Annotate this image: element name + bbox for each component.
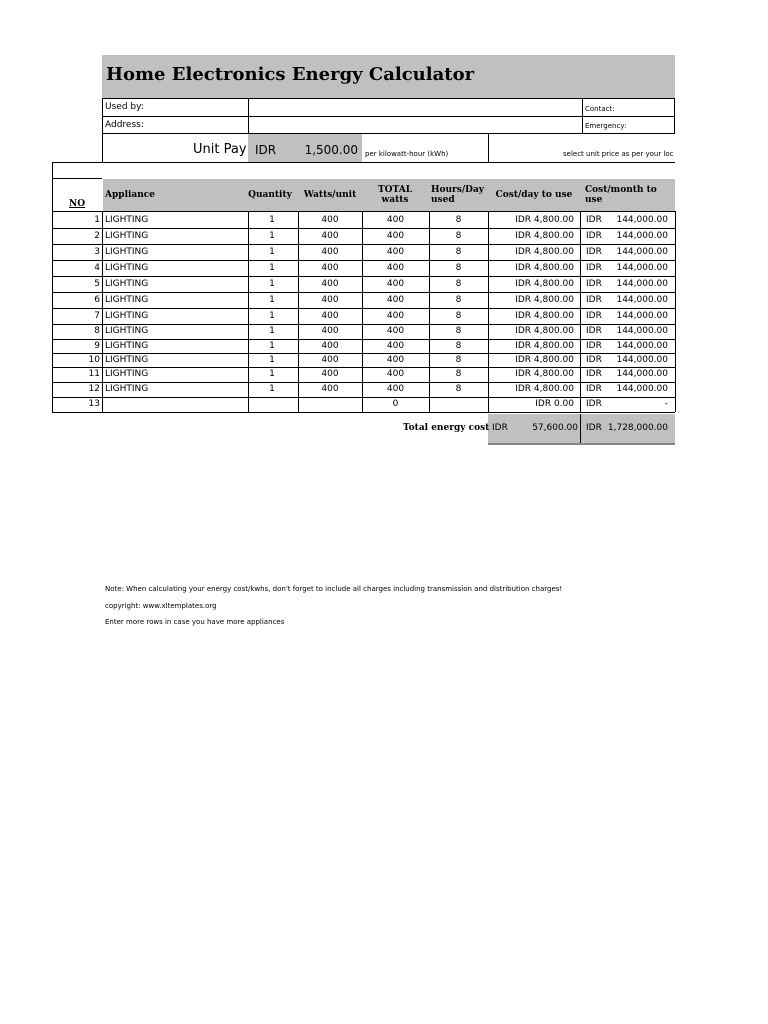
cost-day-cell: IDR 4,800.00: [515, 311, 574, 321]
watts-unit-cell[interactable]: 400: [321, 326, 339, 336]
cost-month-currency: IDR: [586, 341, 602, 351]
contact-label: Contact:: [585, 105, 615, 113]
total-watts-cell: 400: [386, 369, 405, 379]
watts-unit-cell[interactable]: 400: [321, 215, 339, 225]
header-quantity: Quantity: [248, 190, 292, 200]
appliance-cell[interactable]: LIGHTING: [105, 231, 149, 241]
hours-day-cell[interactable]: 8: [455, 384, 462, 394]
cost-day-cell: IDR 4,800.00: [515, 384, 574, 394]
header-total-watts: TOTAL watts: [377, 185, 413, 205]
cost-month-cell: 144,000.00: [616, 355, 668, 365]
cost-month-cell: 144,000.00: [616, 326, 668, 336]
quantity-cell[interactable]: 1: [269, 384, 275, 394]
note-more-rows: Enter more rows in case you have more appliances: [105, 618, 285, 626]
cost-day-cell: IDR 4,800.00: [515, 341, 574, 351]
row-number: 3: [94, 247, 100, 257]
header-watts-unit: Watts/unit: [303, 190, 357, 200]
address-input[interactable]: [249, 117, 581, 132]
emergency-label: Emergency:: [585, 122, 627, 130]
watts-unit-cell[interactable]: 400: [321, 311, 339, 321]
quantity-cell[interactable]: 1: [269, 279, 275, 289]
quantity-cell[interactable]: 1: [269, 326, 275, 336]
cost-day-cell: IDR 4,800.00: [515, 247, 574, 257]
hours-day-cell[interactable]: 8: [455, 279, 462, 289]
total-watts-cell: 400: [386, 215, 405, 225]
used-by-input[interactable]: [249, 99, 581, 115]
appliance-cell[interactable]: LIGHTING: [105, 247, 149, 257]
unit-pay-bottom-border: [102, 162, 675, 163]
row-number: 1: [94, 215, 100, 225]
watts-unit-cell[interactable]: 400: [321, 341, 339, 351]
total-watts-cell: 400: [386, 279, 405, 289]
cost-day-cell: IDR 4,800.00: [515, 295, 574, 305]
appliance-cell[interactable]: LIGHTING: [105, 215, 149, 225]
quantity-cell[interactable]: 1: [269, 311, 275, 321]
unit-pay-hint: select unit price as per your loc: [563, 150, 674, 158]
total-month-currency: IDR: [586, 423, 602, 433]
watts-unit-cell[interactable]: 400: [321, 263, 339, 273]
hours-day-cell[interactable]: 8: [455, 311, 462, 321]
hours-day-cell[interactable]: 8: [455, 355, 462, 365]
appliance-cell[interactable]: LIGHTING: [105, 295, 149, 305]
hours-day-cell[interactable]: 8: [455, 263, 462, 273]
cost-day-cell: IDR 4,800.00: [515, 231, 574, 241]
row-number: 13: [88, 399, 100, 409]
header-hours-day: Hours/Day used: [431, 185, 485, 205]
info-left-border: [102, 98, 103, 162]
contact-input[interactable]: [583, 99, 673, 115]
total-month-value: 1,728,000.00: [607, 423, 668, 433]
row-number: 8: [94, 326, 100, 336]
cost-month-currency: IDR: [586, 399, 602, 409]
watts-unit-cell[interactable]: 400: [321, 355, 339, 365]
row-number: 10: [88, 355, 100, 365]
hours-day-cell[interactable]: 8: [455, 326, 462, 336]
quantity-cell[interactable]: 1: [269, 355, 275, 365]
total-watts-cell: 400: [386, 231, 405, 241]
cost-month-currency: IDR: [586, 355, 602, 365]
cost-day-cell: IDR 4,800.00: [515, 369, 574, 379]
unit-pay-value[interactable]: 1,500.00: [304, 143, 358, 157]
no-box-divider: [52, 178, 102, 179]
unit-pay-divider: [488, 134, 489, 162]
no-col-left-border: [52, 162, 53, 413]
header-cost-day: Cost/day to use: [495, 190, 573, 200]
hours-day-cell[interactable]: 8: [455, 369, 462, 379]
cost-day-cell: IDR 4,800.00: [515, 263, 574, 273]
emergency-input[interactable]: [583, 117, 673, 132]
info-bottom-border: [102, 133, 675, 134]
hours-day-cell[interactable]: 8: [455, 247, 462, 257]
header-bottom-border: [52, 211, 675, 212]
cost-month-currency: IDR: [586, 247, 602, 257]
appliance-cell[interactable]: LIGHTING: [105, 263, 149, 273]
hours-day-cell[interactable]: 8: [455, 215, 462, 225]
totals-divider: [580, 414, 581, 443]
quantity-cell[interactable]: 1: [269, 263, 275, 273]
cost-month-cell: 144,000.00: [616, 369, 668, 379]
quantity-cell[interactable]: 1: [269, 295, 275, 305]
row-number: 6: [94, 295, 100, 305]
cost-month-currency: IDR: [586, 263, 602, 273]
unit-pay-note: per kilowatt-hour (kWh): [365, 150, 449, 158]
total-watts-cell: 400: [386, 311, 405, 321]
total-energy-label: Total energy cost: [403, 423, 490, 433]
appliance-cell[interactable]: LIGHTING: [105, 311, 149, 321]
watts-unit-cell[interactable]: 400: [321, 231, 339, 241]
cost-day-cell: IDR 4,800.00: [515, 279, 574, 289]
appliance-cell[interactable]: LIGHTING: [105, 279, 149, 289]
row-number: 2: [94, 231, 100, 241]
header-appliance: Appliance: [105, 190, 155, 200]
cost-month-cell: 144,000.00: [616, 231, 668, 241]
cost-month-cell: 144,000.00: [616, 263, 668, 273]
row-number: 11: [88, 369, 100, 379]
note-copyright: copyright: www.xltemplates.org: [105, 602, 217, 610]
page-title: Home Electronics Energy Calculator: [106, 64, 475, 85]
quantity-cell[interactable]: 1: [269, 341, 275, 351]
cost-month-cell: 144,000.00: [616, 247, 668, 257]
watts-unit-cell[interactable]: 400: [321, 247, 339, 257]
cost-month-currency: IDR: [586, 231, 602, 241]
row-number: 4: [94, 263, 100, 273]
cost-day-cell: IDR 0.00: [535, 399, 574, 409]
hours-day-cell[interactable]: 8: [455, 231, 462, 241]
cost-month-currency: IDR: [586, 215, 602, 225]
total-watts-cell: 400: [386, 247, 405, 257]
cost-month-currency: IDR: [586, 311, 602, 321]
hours-day-cell[interactable]: 8: [455, 295, 462, 305]
total-watts-cell: 400: [386, 341, 405, 351]
appliance-cell[interactable]: LIGHTING: [105, 326, 149, 336]
row-number: 12: [88, 384, 100, 394]
table-row-border: [52, 412, 675, 413]
watts-unit-cell[interactable]: 400: [321, 295, 339, 305]
cost-month-currency: IDR: [586, 369, 602, 379]
no-box-top: [52, 162, 102, 163]
cost-month-cell: 144,000.00: [616, 311, 668, 321]
row-number: 5: [94, 279, 100, 289]
appliance-cell[interactable]: LIGHTING: [105, 341, 149, 351]
header-cost-month: Cost/month to use: [585, 185, 657, 205]
total-watts-cell: 400: [386, 326, 405, 336]
quantity-cell[interactable]: 1: [269, 215, 275, 225]
header-no: NO: [69, 199, 86, 209]
unit-pay-label: Unit Pay: [193, 142, 247, 157]
unit-pay-currency: IDR: [255, 143, 277, 157]
cost-month-cell: -: [664, 399, 668, 409]
cost-month-cell: 144,000.00: [616, 384, 668, 394]
appliance-cell[interactable]: LIGHTING: [105, 369, 149, 379]
cost-month-cell: 144,000.00: [616, 295, 668, 305]
cost-month-currency: IDR: [586, 326, 602, 336]
info-right-border: [674, 98, 675, 133]
totals-bottom-border: [488, 443, 675, 445]
appliance-cell[interactable]: LIGHTING: [105, 384, 149, 394]
row-number: 7: [94, 311, 100, 321]
total-day-currency: IDR: [492, 423, 508, 433]
watts-unit-cell[interactable]: 400: [321, 369, 339, 379]
total-watts-cell: 400: [386, 384, 405, 394]
cost-month-cell: 144,000.00: [616, 215, 668, 225]
cost-month-currency: IDR: [586, 295, 602, 305]
total-watts-cell: 400: [386, 355, 405, 365]
appliance-cell[interactable]: LIGHTING: [105, 355, 149, 365]
note-charges: Note: When calculating your energy cost/kwhs, don't forget to include all charges including transmission and distribution charges!: [105, 585, 563, 593]
cost-day-cell: IDR 4,800.00: [515, 355, 574, 365]
total-watts-cell: 0: [392, 399, 399, 409]
row-number: 9: [94, 341, 100, 351]
cost-month-cell: 144,000.00: [616, 279, 668, 289]
quantity-cell[interactable]: 1: [269, 369, 275, 379]
total-watts-cell: 400: [386, 295, 405, 305]
cost-month-cell: 144,000.00: [616, 341, 668, 351]
cost-day-cell: IDR 4,800.00: [515, 326, 574, 336]
cost-month-currency: IDR: [586, 279, 602, 289]
used-by-label: Used by:: [105, 102, 144, 112]
quantity-cell[interactable]: 1: [269, 247, 275, 257]
watts-unit-cell[interactable]: 400: [321, 279, 339, 289]
total-watts-cell: 400: [386, 263, 405, 273]
address-label: Address:: [105, 120, 144, 130]
table-col-border: [675, 211, 676, 412]
hours-day-cell[interactable]: 8: [455, 341, 462, 351]
cost-month-currency: IDR: [586, 384, 602, 394]
quantity-cell[interactable]: 1: [269, 231, 275, 241]
cost-day-cell: IDR 4,800.00: [515, 215, 574, 225]
watts-unit-cell[interactable]: 400: [321, 384, 339, 394]
total-day-value: 57,600.00: [532, 423, 578, 433]
